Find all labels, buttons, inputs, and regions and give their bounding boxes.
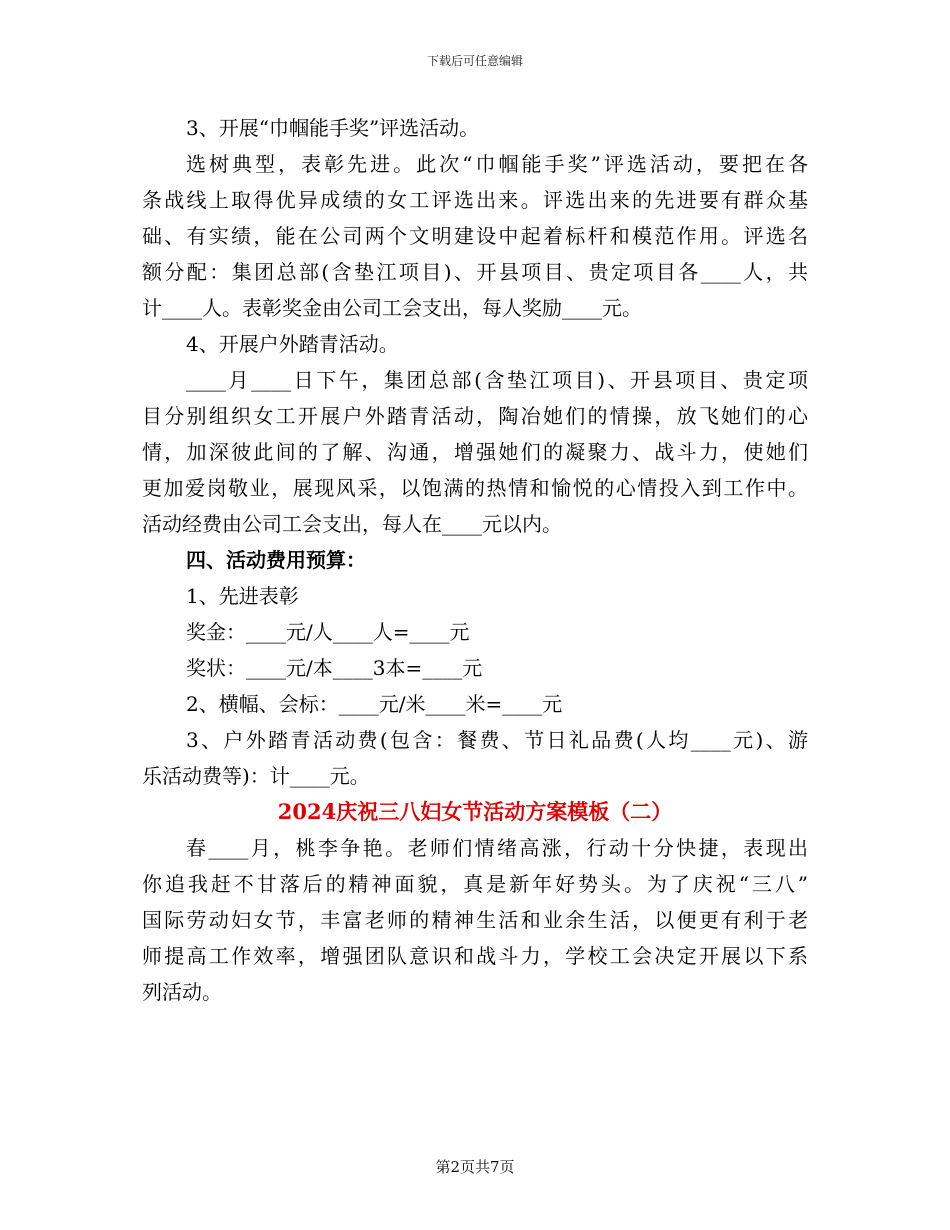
paragraph-line: 国际劳动妇女节，丰富老师的精神生活和业余生活，以便更有利于老 <box>142 908 808 932</box>
budget-item: 奖金：____元/人____人=____元 <box>186 620 470 644</box>
paragraph-line: 条战线上取得优异成绩的女工评选出来。评选出来的先进要有群众基 <box>142 188 808 212</box>
paragraph-line: 额分配：集团总部(含垫江项目)、开县项目、贵定项目各____人，共 <box>142 260 808 284</box>
budget-item: 3、户外踏青活动费(包含：餐费、节日礼品费(人均____元)、游 <box>186 728 808 752</box>
page-header: 下载后可任意编辑 <box>426 54 523 68</box>
section-item-heading: 4、开展户外踏青活动。 <box>186 332 399 356</box>
budget-item: 2、横幅、会标：____元/米____米=____元 <box>186 692 563 716</box>
section-item-heading: 3、开展“巾帼能手奖”评选活动。 <box>186 116 480 140</box>
document-body <box>142 110 808 1010</box>
paragraph-line: 活动经费由公司工会支出，每人在____元以内。 <box>142 512 562 536</box>
budget-item: 1、先进表彰 <box>186 584 299 608</box>
document-title: 2024庆祝三八妇女节活动方案模板（二） <box>277 799 673 824</box>
paragraph-line: 更加爱岗敬业，展现风采，以饱满的热情和愉悦的心情投入到工作中。 <box>142 476 808 500</box>
section-heading: 四、活动费用预算： <box>186 548 366 572</box>
budget-item: 奖状：____元/本____3本=____元 <box>186 656 483 680</box>
paragraph-line: 列活动。 <box>142 980 222 1004</box>
paragraph-line: 师提高工作效率，增强团队意识和战斗力，学校工会决定开展以下系 <box>142 944 808 968</box>
paragraph-line: 础、有实绩，能在公司两个文明建设中起着标杆和模范作用。评选名 <box>142 224 808 248</box>
paragraph-line: 选树典型，表彰先进。此次“巾帼能手奖”评选活动，要把在各 <box>186 152 808 176</box>
paragraph-line: 情，加深彼此间的了解、沟通，增强她们的凝聚力、战斗力，使她们 <box>142 440 808 464</box>
paragraph-line: 计____人。表彰奖金由公司工会支出，每人奖励____元。 <box>142 296 642 320</box>
paragraph-line: ____月____日下午，集团总部(含垫江项目)、开县项目、贵定项 <box>186 368 808 392</box>
paragraph-line: 你追我赶不甘落后的精神面貌，真是新年好势头。为了庆祝“三八” <box>142 872 808 896</box>
paragraph-line: 春____月，桃李争艳。老师们情绪高涨，行动十分快捷，表现出 <box>186 836 808 860</box>
page-footer: 第2页共7页 <box>435 1158 515 1176</box>
paragraph-line: 目分别组织女工开展户外踏青活动，陶冶她们的情操，放飞她们的心 <box>142 404 808 428</box>
budget-item: 乐活动费等)：计____元。 <box>142 764 370 788</box>
